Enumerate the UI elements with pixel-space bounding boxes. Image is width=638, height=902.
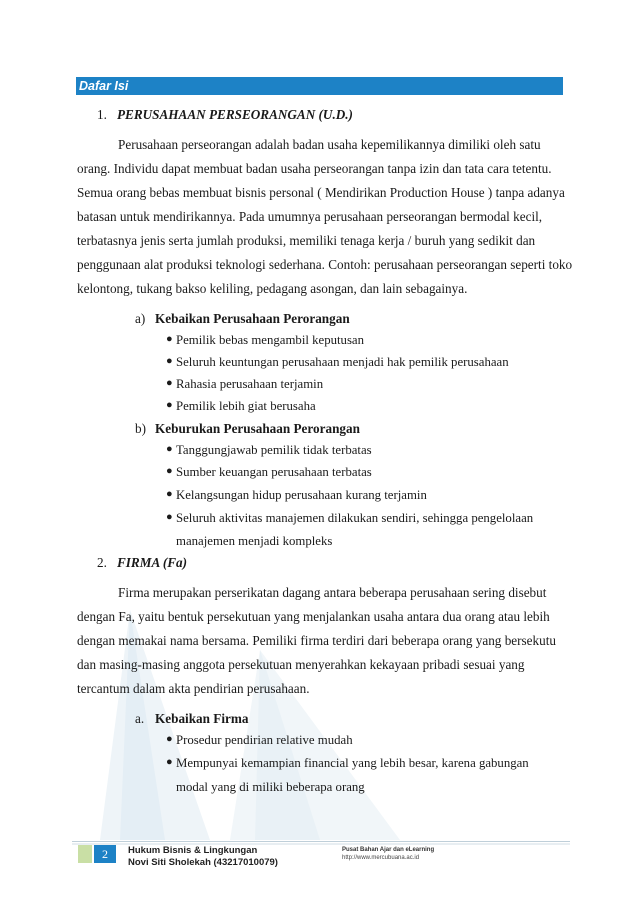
footer-course-title: Hukum Bisnis & Lingkungan <box>128 845 258 856</box>
subsection-title: Kebaikan Perusahaan Perorangan <box>155 311 350 326</box>
footer-url: http://www.mercubuana.ac.id <box>342 855 420 861</box>
bullet-item: ● Seluruh keuntungan perusahaan menjadi hak pemilik perusahaan <box>166 355 509 369</box>
bullet-item: ● Seluruh aktivitas manajemen dilakukan sendiri, sehingga pengelolaan <box>166 511 534 525</box>
section-2-heading <box>97 555 187 571</box>
page-number: 2 <box>94 845 116 863</box>
bullet-icon: ● <box>166 355 173 367</box>
subsection-title: Keburukan Perusahaan Perorangan <box>155 421 360 436</box>
section-1-title: PERUSAHAAN PERSEORANGAN (U.D.) <box>117 107 353 122</box>
paragraph-line: dengan memakai nama bersama. Pemiliki firma terdiri dari beberapa orang yang bersekutu <box>77 633 556 648</box>
subsection-title: Kebaikan Firma <box>155 711 249 726</box>
footer-institution: Pusat Bahan Ajar dan eLearning <box>342 847 435 853</box>
subsection-heading <box>135 421 360 437</box>
paragraph-line: Semua orang bebas membuat bisnis personal ( Mendirikan Production House ) tanpa adanya <box>77 185 565 200</box>
bullet-item: ● Pemilik bebas mengambil keputusan <box>166 333 365 347</box>
bullet-icon: ● <box>166 733 173 745</box>
bullet-item: ● Tanggungjawab pemilik tidak terbatas <box>166 443 372 457</box>
subsection-label: a) <box>135 311 146 326</box>
paragraph-line: Perusahaan perseorangan adalah badan usaha kepemilikannya dimiliki oleh satu <box>118 137 541 152</box>
section-2-number: 2. <box>97 555 107 570</box>
bullet-item: ● Sumber keuangan perusahaan terbatas <box>166 465 372 479</box>
bullet-icon: ● <box>166 465 173 477</box>
section-2-title: FIRMA (Fa) <box>117 555 187 570</box>
bullet-icon: ● <box>166 377 173 389</box>
section-1-number: 1. <box>97 107 107 122</box>
paragraph-line: tercantum dalam akta pendirian perusahaan. <box>77 681 310 696</box>
bullet-icon: ● <box>166 756 173 768</box>
bullet-icon: ● <box>166 511 173 523</box>
subsection-heading <box>135 311 350 327</box>
paragraph-line: Firma merupakan perserikatan dagang antara beberapa perusahaan sering disebut <box>118 585 547 600</box>
section-1-heading <box>97 107 353 123</box>
paragraph-line: dengan Fa, yaitu bentuk persekutuan yang menjalankan usaha antara dua orang atau lebih <box>77 609 550 624</box>
bullet-item: ● Mempunyai kemampian financial yang lebih besar, karena gabungan <box>166 756 529 770</box>
bullet-item: ● Rahasia perusahaan terjamin <box>166 377 324 391</box>
paragraph-line: kelontong, tukang bakso keliling, pedagang asongan, dan lain sebagainya. <box>77 281 468 296</box>
subsection-label: b) <box>135 421 146 436</box>
paragraph-line: batasan untuk mendirikannya. Pada umumnya perusahaan perseorangan bermodal kecil, <box>77 209 543 224</box>
subsection-heading <box>135 711 248 727</box>
bullet-item: ● Pemilik lebih giat berusaha <box>166 399 316 413</box>
bullet-item: ● Kelangsungan hidup perusahaan kurang terjamin <box>166 488 427 502</box>
bullet-icon: ● <box>166 488 173 500</box>
paragraph-line: penggunaan alat produksi teknologi sederhana. Contoh: perusahaan perseorangan seperti toko <box>77 257 573 272</box>
bullet-icon: ● <box>166 399 173 411</box>
bullet-continuation: manajemen menjadi kompleks <box>176 534 333 548</box>
bullet-icon: ● <box>166 443 173 455</box>
paragraph-line: orang. Individu dapat membuat badan usaha perseorangan tanpa izin dan tata cara tetentu. <box>77 161 552 176</box>
section-header-bar: Dafar Isi <box>76 77 563 95</box>
bullet-item: ● Prosedur pendirian relative mudah <box>166 733 353 747</box>
bullet-continuation: modal yang di miliki beberapa orang <box>176 780 365 794</box>
footer-author: Novi Siti Sholekah (43217010079) <box>128 857 278 868</box>
bullet-icon: ● <box>166 333 173 345</box>
paragraph-line: dan masing-masing anggota persekutuan menyerahkan kekayaan pribadi sesuai yang <box>77 657 525 672</box>
subsection-label: a. <box>135 711 145 726</box>
footer-page-tab <box>78 845 92 863</box>
footer-rule <box>72 841 570 842</box>
paragraph-line: terbatasnya jenis serta jumlah produksi, memiliki tenaga kerja / buruh yang sedikit dan <box>77 233 536 248</box>
